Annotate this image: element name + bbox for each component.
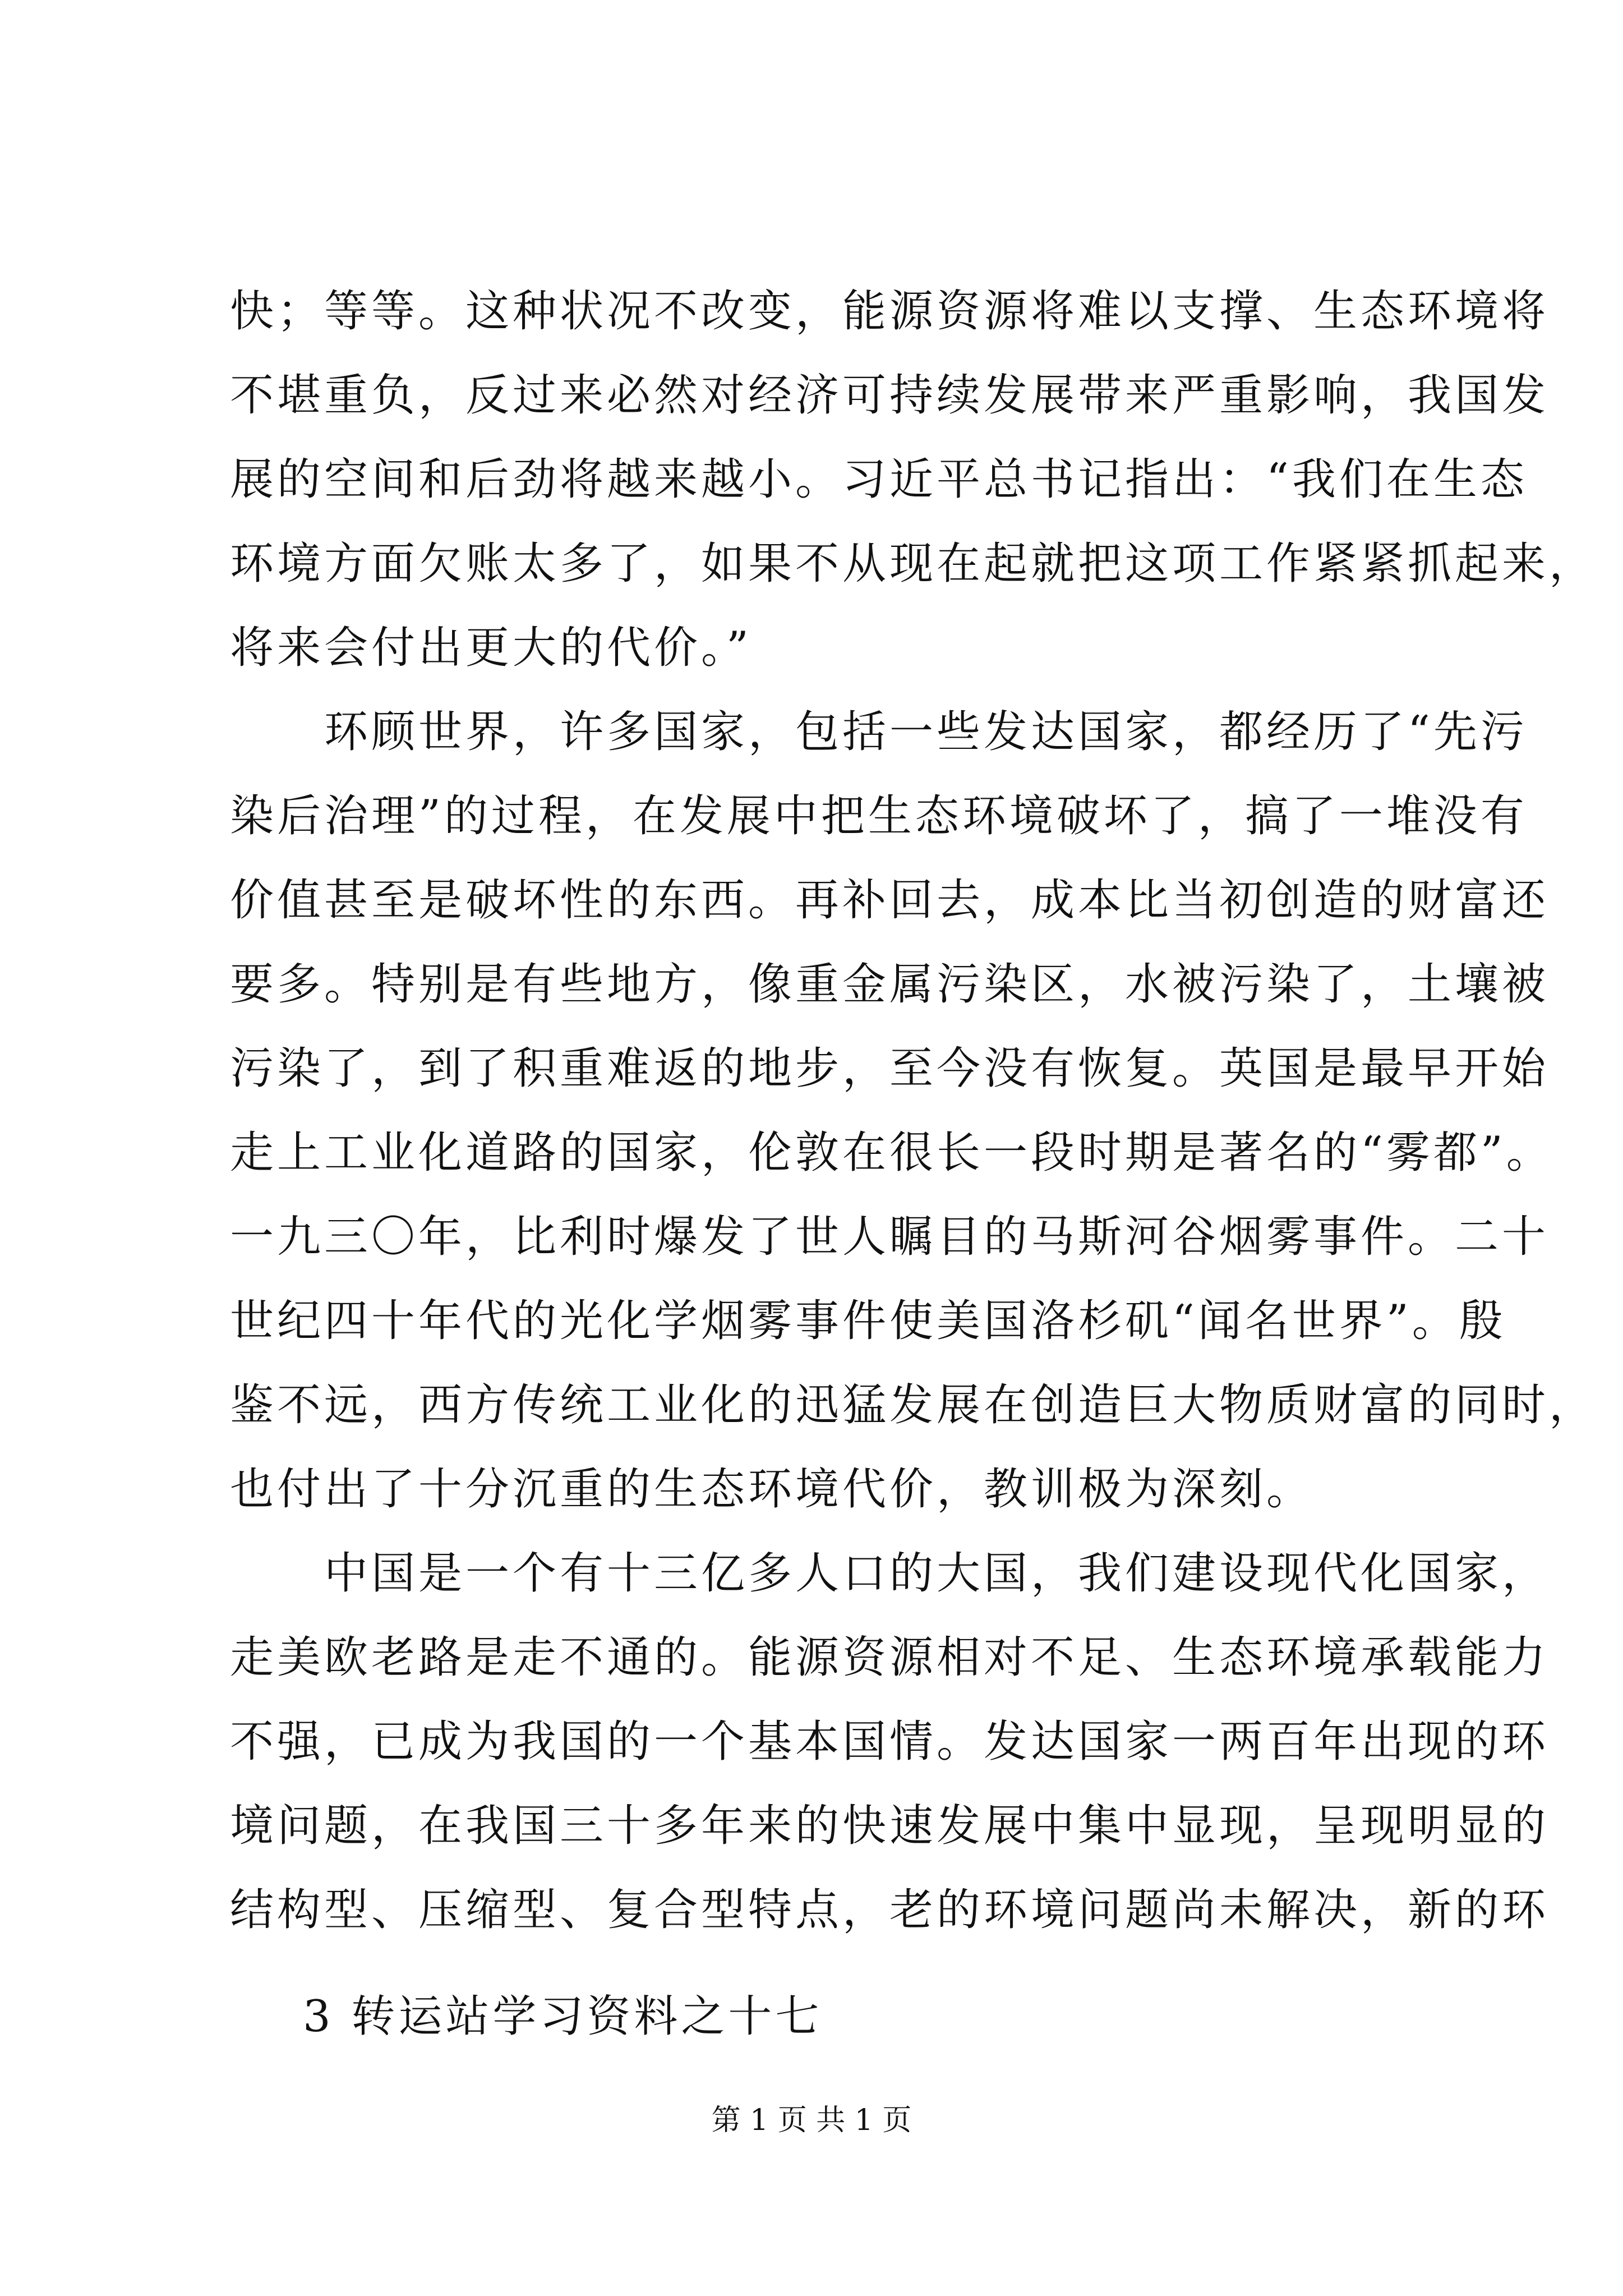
text-line: 走美欧老路是走不通的。能源资源相对不足、生态环境承载能力 — [230, 1632, 1550, 1683]
text-line: 展的空间和后劲将越来越小。习近平总书记指出：“我们在生态 — [230, 454, 1528, 505]
text-line: 世纪四十年代的光化学烟雾事件使美国洛杉矶“闻名世界”。殷 — [230, 1296, 1506, 1346]
text-line: 污染了，到了积重难返的地步，至今没有恢复。英国是最早开始 — [230, 1043, 1550, 1094]
text-line: 环顾世界，许多国家，包括一些发达国家，都经历了“先污 — [230, 707, 1528, 757]
text-line: 走上工业化道路的国家，伦敦在很长一段时期是著名的“雾都”。 — [230, 1128, 1553, 1178]
text-line: 一九三〇年，比利时爆发了世人瞩目的马斯河谷烟雾事件。二十 — [230, 1212, 1550, 1262]
text-line: 也付出了十分沉重的生态环境代价，教训极为深刻。 — [230, 1464, 1314, 1515]
text-line: 环境方面欠账太多了，如果不从现在起就把这项工作紧紧抓起来， — [230, 539, 1597, 589]
text-line: 中国是一个有十三亿多人口的大国，我们建设现代化国家， — [230, 1548, 1550, 1599]
text-line: 不强，已成为我国的一个基本国情。发达国家一两百年出现的环 — [230, 1717, 1550, 1767]
body-text — [230, 269, 1597, 1952]
text-line: 鉴不远，西方传统工业化的迅猛发展在创造巨大物质财富的同时， — [230, 1380, 1597, 1430]
footnote-text: 3 转运站学习资料之十七 — [303, 1991, 823, 2042]
text-line: 境问题，在我国三十多年来的快速发展中集中显现，呈现明显的 — [230, 1801, 1550, 1851]
text-line: 染后治理”的过程，在发展中把生态环境破坏了，搞了一堆没有 — [230, 791, 1528, 841]
page-number-footer: 第 1 页 共 1 页 — [711, 2104, 912, 2137]
text-line: 结构型、压缩型、复合型特点，老的环境问题尚未解决，新的环 — [230, 1885, 1550, 1935]
text-line: 要多。特别是有些地方，像重金属污染区，水被污染了，土壤被 — [230, 959, 1550, 1010]
text-line: 价值甚至是破坏性的东西。再补回去，成本比当初创造的财富还 — [230, 875, 1550, 926]
text-line: 将来会付出更大的代价。” — [230, 623, 752, 673]
text-line: 不堪重负，反过来必然对经济可持续发展带来严重影响，我国发 — [230, 370, 1550, 421]
text-line: 快；等等。这种状况不改变，能源资源将难以支撑、生态环境将 — [230, 286, 1550, 337]
